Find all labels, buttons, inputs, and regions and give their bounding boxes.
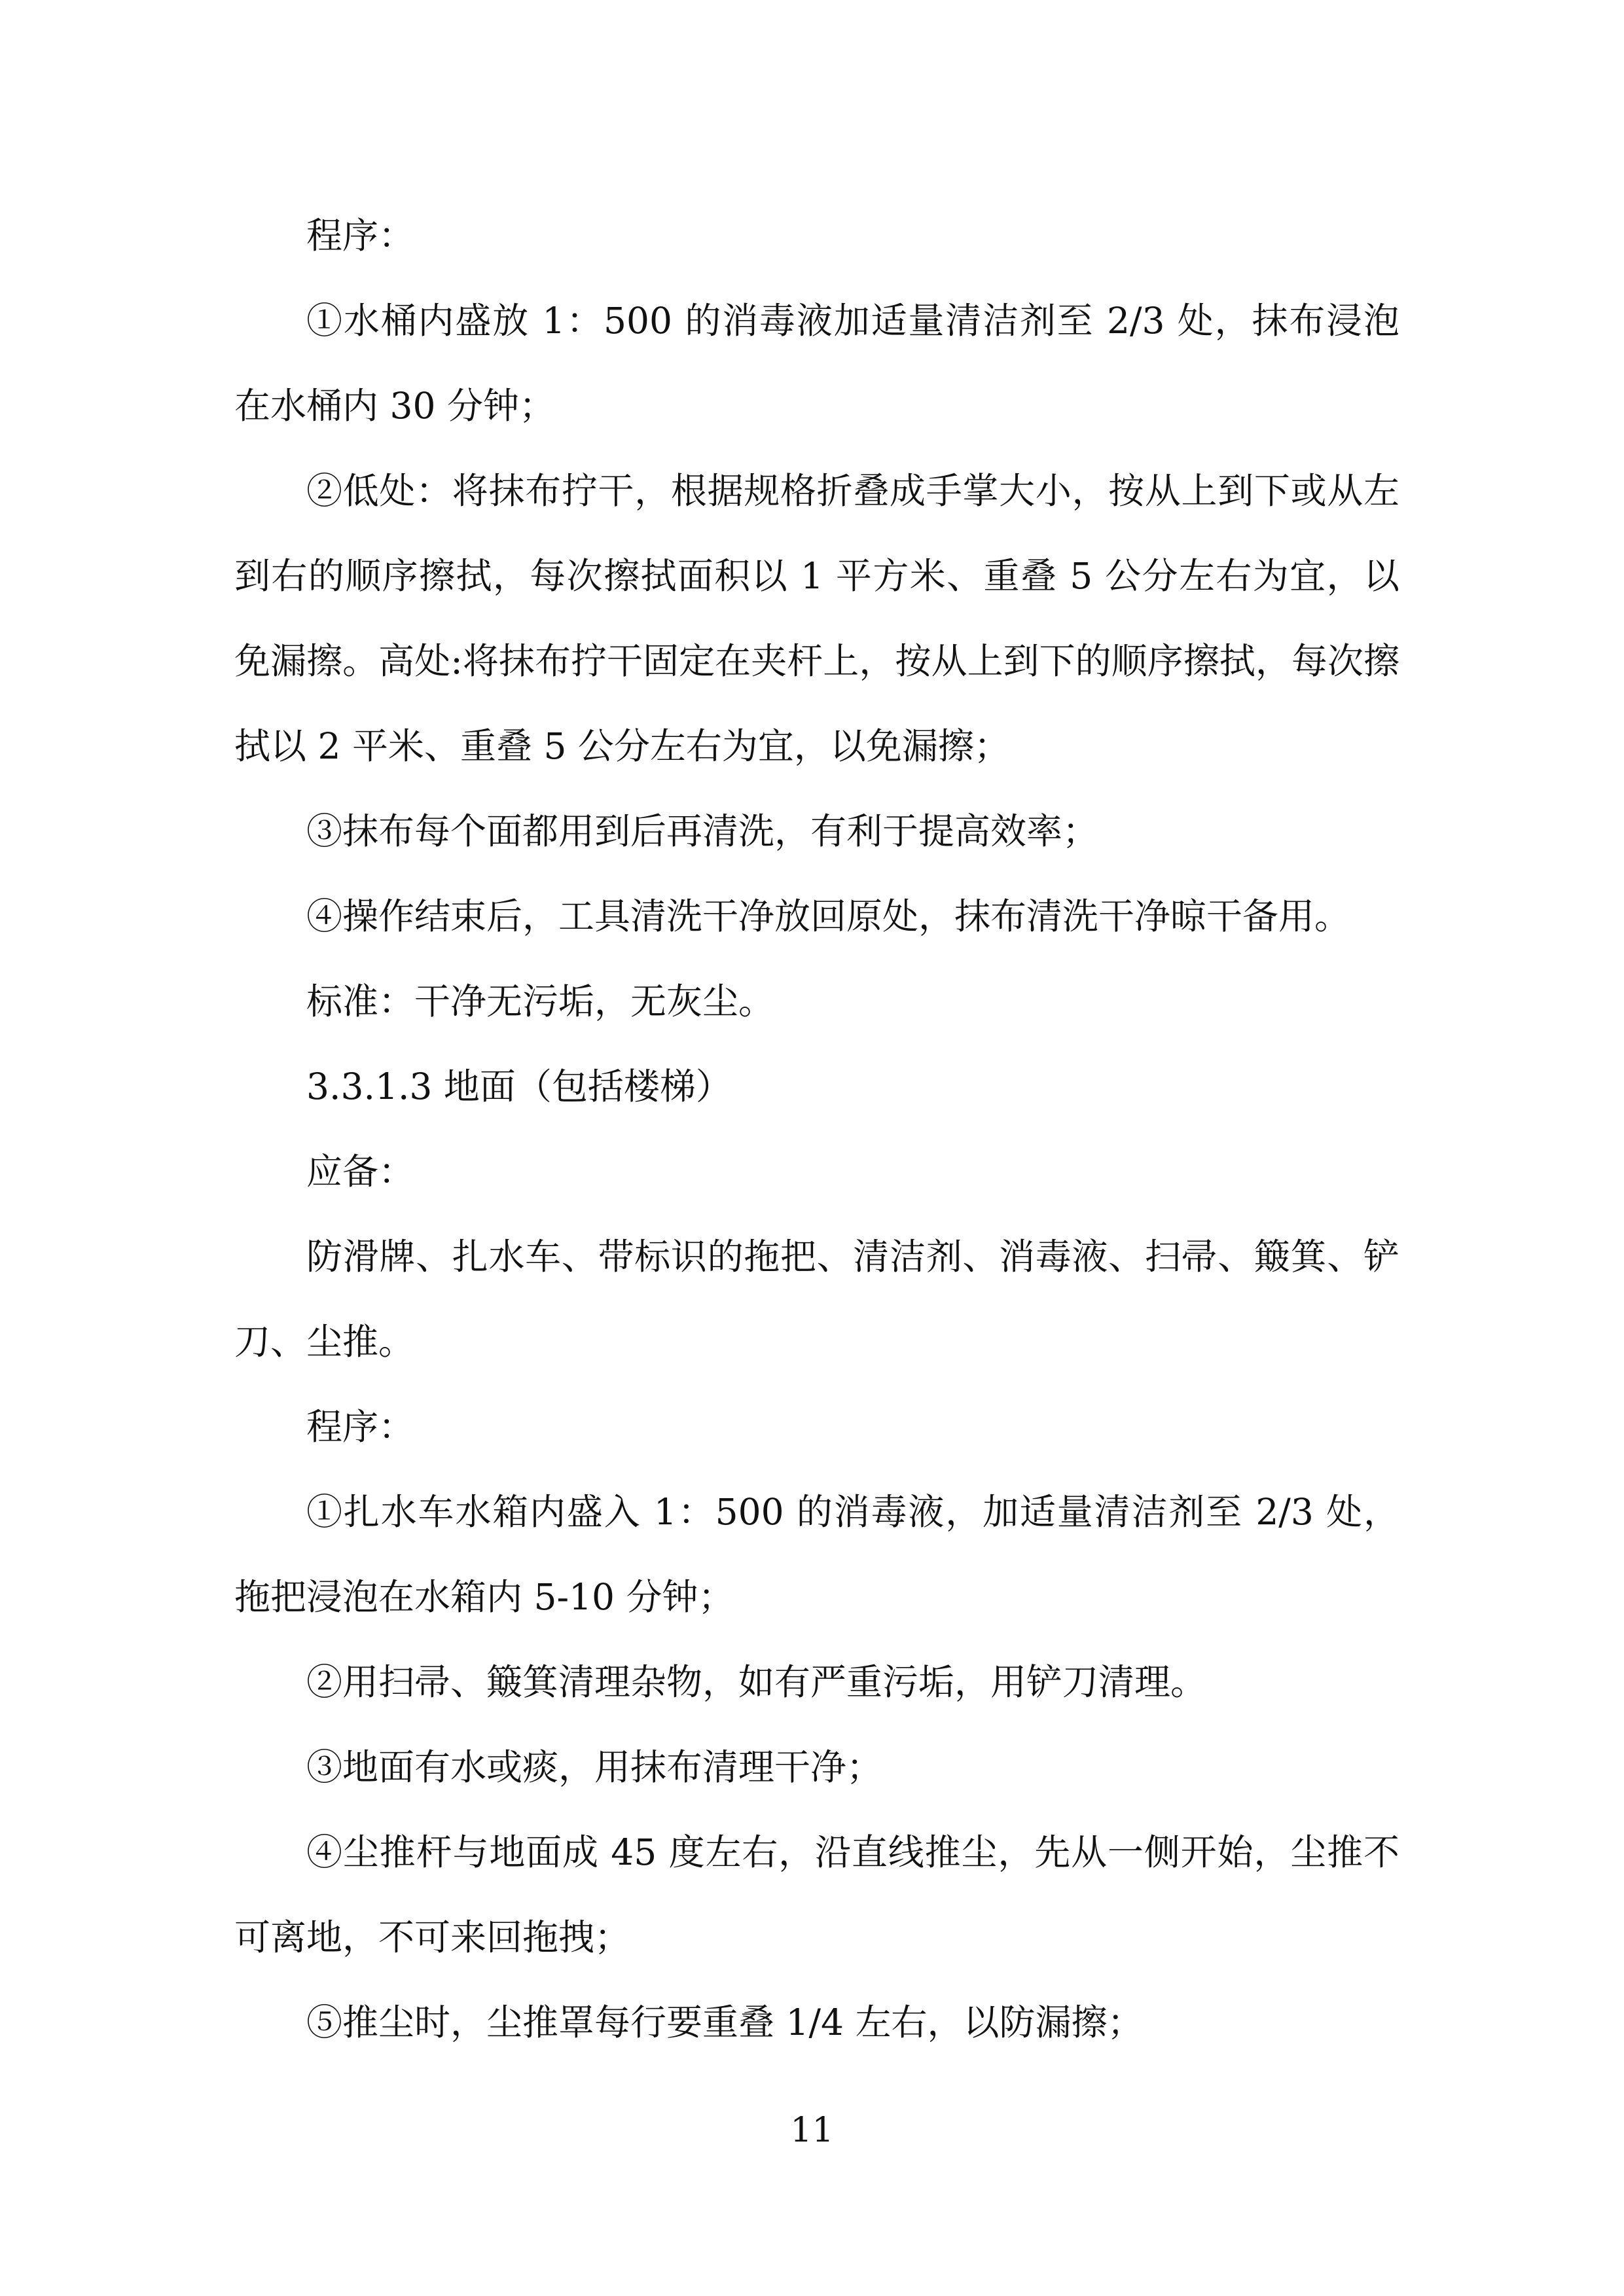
paragraph-step-3-cloth: ③抹布每个面都用到后再清洗，有利于提高效率； (306, 810, 1099, 852)
paragraph-floor-step-1: ①扎水车水箱内盛入 1：500 的消毒液，加适量清洁剂至 2/3 处，拖把浸泡在水箱内 5-10 分钟； (234, 1491, 1399, 1618)
paragraph-procedure-heading-1: 程序： (306, 215, 415, 257)
paragraph-procedure-heading-2: 程序： (306, 1406, 415, 1448)
paragraph-step-1-bucket: ①水桶内盛放 1：500 的消毒液加适量清洁剂至 2/3 处，抹布浸泡在水桶内 30 分钟； (234, 300, 1399, 427)
paragraph-floor-step-2: ②用扫帚、簸箕清理杂物，如有严重污垢，用铲刀清理。 (306, 1661, 1207, 1703)
paragraph-step-4-cleanup: ④操作结束后，工具清洗干净放回原处，抹布清洗干净晾干备用。 (306, 895, 1351, 937)
page-number: 11 (790, 2111, 834, 2150)
paragraph-prepare-heading: 应备： (306, 1151, 415, 1193)
paragraph-floor-step-4: ④尘推杆与地面成 45 度左右，沿直线推尘，先从一侧开始，尘推不可离地，不可来回拖拽； (234, 1831, 1399, 1958)
paragraph-floor-step-3: ③地面有水或痰，用抹布清理干净； (306, 1746, 883, 1788)
paragraph-floor-step-5: ⑤推尘时，尘推罩每行要重叠 1/4 左右，以防漏擦； (306, 2001, 1144, 2043)
paragraph-step-2-wiping: ②低处：将抹布拧干，根据规格折叠成手掌大小，按从上到下或从左到右的顺序擦拭，每次擦拭面积以 1 平方米、重叠 5 公分左右为宜，以免漏擦。高处:将抹布拧干固定在夹杆上，按从上到下的顺序擦拭，每次擦拭以 2 平米、重叠 5 公分左右为宜，以免漏擦； (234, 470, 1399, 767)
paragraph-standard: 标准：干净无污垢，无灰尘。 (306, 980, 775, 1022)
section-heading-floor: 3.3.1.3 地面（包括楼梯） (306, 1066, 732, 1107)
paragraph-equipment-list: 防滑牌、扎水车、带标识的拖把、清洁剂、消毒液、扫帚、簸箕、铲刀、尘推。 (234, 1236, 1399, 1363)
page-body (234, 193, 1399, 2065)
